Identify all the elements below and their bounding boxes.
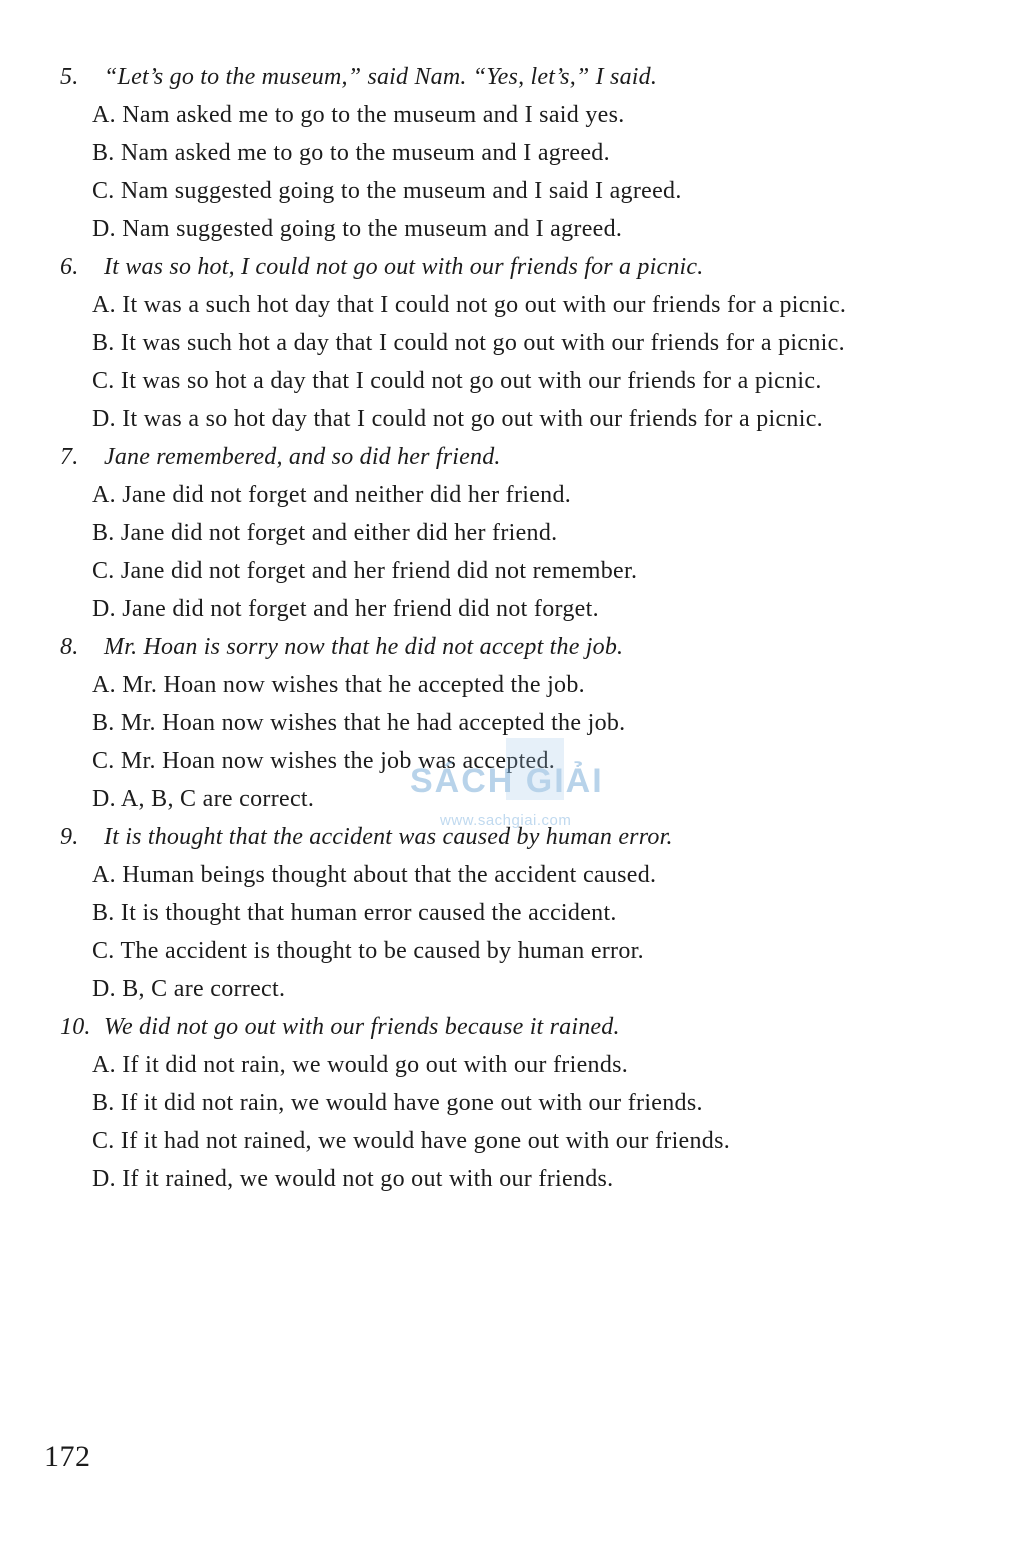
question-8-option-b: B. Mr. Hoan now wishes that he had accepted the job. (92, 710, 626, 736)
question-5-option-b: B. Nam asked me to go to the museum and I agreed. (92, 140, 610, 166)
question-10-prompt (60, 1014, 620, 1041)
question-number: 5. (60, 64, 79, 90)
question-6-prompt (60, 254, 703, 281)
watermark-logo: SÁCH GIẢI (410, 762, 604, 800)
question-text: Jane remembered, and so did her friend. (104, 444, 501, 470)
question-8-option-a: A. Mr. Hoan now wishes that he accepted the job. (92, 672, 585, 698)
question-number: 7. (60, 444, 79, 470)
question-number: 9. (60, 824, 79, 850)
question-number: 10. (60, 1014, 91, 1040)
question-5-option-d: D. Nam suggested going to the museum and I agreed. (92, 216, 623, 242)
question-text: “Let’s go to the museum,” said Nam. “Yes, let’s,” I said. (104, 64, 658, 90)
page-number: 172 (44, 1440, 91, 1473)
question-7-prompt (60, 444, 501, 471)
question-10-option-b: B. If it did not rain, we would have gone out with our friends. (92, 1090, 703, 1116)
question-text: Mr. Hoan is sorry now that he did not accept the job. (104, 634, 624, 660)
question-7-option-b: B. Jane did not forget and either did her friend. (92, 520, 558, 546)
question-9-option-b: B. It is thought that human error caused the accident. (92, 900, 617, 926)
question-5-option-c: C. Nam suggested going to the museum and I said I agreed. (92, 178, 682, 204)
question-text: We did not go out with our friends because it rained. (104, 1014, 620, 1040)
question-10-option-d: D. If it rained, we would not go out with our friends. (92, 1166, 614, 1192)
question-8-option-d: D. A, B, C are correct. (92, 786, 315, 812)
question-6-option-b: B. It was such hot a day that I could not go out with our friends for a picnic. (92, 330, 845, 356)
question-9-option-a: A. Human beings thought about that the accident caused. (92, 862, 657, 888)
question-6-option-c: C. It was so hot a day that I could not go out with our friends for a picnic. (92, 368, 822, 394)
question-10-option-a: A. If it did not rain, we would go out with our friends. (92, 1052, 629, 1078)
question-8-option-c: C. Mr. Hoan now wishes the job was accepted. (92, 748, 556, 774)
question-9-option-d: D. B, C are correct. (92, 976, 286, 1002)
question-6-option-a: A. It was a such hot day that I could not go out with our friends for a picnic. (92, 292, 847, 318)
question-8-prompt (60, 634, 623, 661)
question-9-prompt (60, 824, 673, 851)
watermark-url: www.sachgiai.com (440, 812, 572, 829)
question-number: 8. (60, 634, 79, 660)
question-6-option-d: D. It was a so hot day that I could not go out with our friends for a picnic. (92, 406, 823, 432)
question-text: It is thought that the accident was caused by human error. (104, 824, 673, 850)
question-7-option-a: A. Jane did not forget and neither did her friend. (92, 482, 572, 508)
question-text: It was so hot, I could not go out with our friends for a picnic. (104, 254, 704, 280)
question-7-option-c: C. Jane did not forget and her friend did not remember. (92, 558, 638, 584)
question-5-option-a: A. Nam asked me to go to the museum and I said yes. (92, 102, 625, 128)
question-7-option-d: D. Jane did not forget and her friend did not forget. (92, 596, 599, 622)
question-number: 6. (60, 254, 79, 280)
question-5-prompt (60, 64, 657, 91)
question-9-option-c: C. The accident is thought to be caused by human error. (92, 938, 644, 964)
question-10-option-c: C. If it had not rained, we would have gone out with our friends. (92, 1128, 731, 1154)
